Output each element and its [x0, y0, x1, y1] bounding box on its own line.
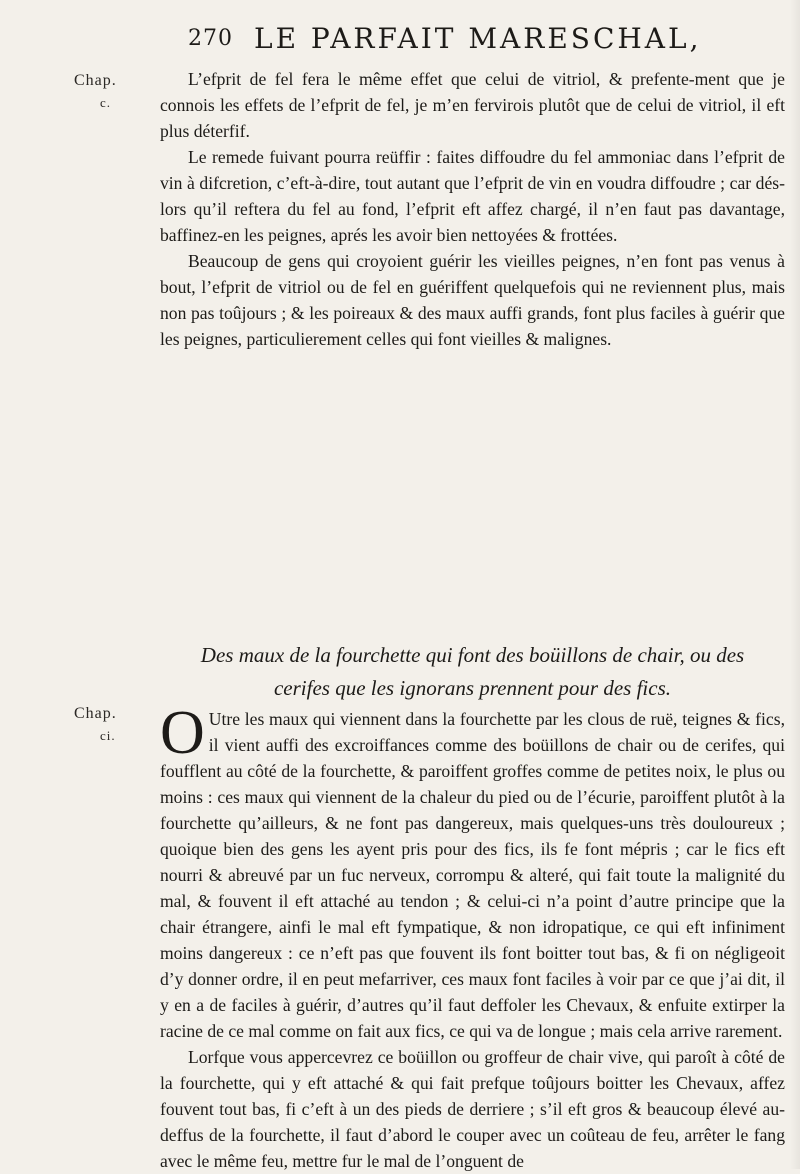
margin-note-chapter-ci	[74, 703, 117, 747]
margin-note-label: Chap.	[74, 72, 117, 89]
margin-note-label: Chap.	[74, 705, 117, 722]
drop-cap: O	[160, 699, 205, 767]
running-head	[188, 22, 748, 62]
section-heading-line: Des maux de la fourchette qui font des boüillons de chair, ou des	[200, 643, 745, 667]
margin-note-chapter-c	[74, 70, 117, 114]
page-number: 270	[188, 26, 233, 51]
section-one-text	[160, 66, 785, 352]
section-heading-line: cerifes que les ignorans prennent pour des fics.	[273, 676, 671, 700]
paragraph: L’efprit de fel fera le même effet que celui de vitriol, & prefente-ment que je connois les effets de l’efprit de fel, je m’en fervirois plutôt que de celui de vitriol, il eft plus déterfif.	[160, 69, 785, 141]
section-heading	[160, 639, 785, 705]
paragraph	[160, 699, 785, 1044]
page-edge-shadow	[790, 0, 800, 1169]
paragraph: Lorfque vous appercevrez ce boüillon ou groffeur de chair vive, qui paroît à côté de la fourchette, qui y eft attaché & qui fait prefque toûjours boitter les Chevaux, affez fouvent tout bas, fi c’eft à un des pieds de derriere ; s’il eft gros & beaucoup élevé au-deffus de la fourchette, il faut d’abord le couper avec un coûteau de feu, arrêter le fang avec le même feu, mettre fur le mal de l’onguent de	[160, 1047, 785, 1171]
running-title: LE PARFAIT MARESCHAL,	[254, 22, 702, 55]
section-two-text	[160, 699, 785, 1174]
margin-note-number: ci.	[100, 728, 116, 743]
paragraph: Le remede fuivant pourra reüffir : faites diffoudre du fel ammoniac dans l’efprit de vin à difcretion, c’eft-à-dire, tout autant que l’efprit de vin en voudra diffoudre ; car dés-lors qu’il reftera du fel au fond, l’efprit eft affez chargé, il n’en faut pas davantage, baffinez-en les peignes, aprés les avoir bien nettoyées & frottées.	[160, 147, 785, 245]
paragraph: Beaucoup de gens qui croyoient guérir les vieilles peignes, n’en font pas venus à bout, l’efprit de vitriol ou de fel en guériffent quelquefois qui ne reviennent plus, mais non pas toûjours ; & les poireaux & des maux auffi grands, font plus faciles à guérir que les peignes, particulierement celles qui font vieilles & malignes.	[160, 251, 785, 349]
margin-note-number: c.	[100, 95, 112, 110]
paragraph-text: Utre les maux qui viennent dans la fourchette par les clous de ruë, teignes & fics, il vient auffi des excroiffances comme des boüillons de chair ou de cerifes, qui foufflent au côté de la fourchette, & paroiffent groffes comme de petites noix, le plus ou moins : ces maux qui viennent de la chaleur du pied ou de l’écurie, paroiffent plutôt à la fourchette qu’ailleurs, & ne font pas dangereux, mais quelques-uns très douloureux ; quoique bien des gens les ayent pris pour des fics, ils fe font mépris ; car le fics eft nourri & abreuvé par un fuc nerveux, corrompu & alteré, qui fait toute la malignité du mal, & fouvent il eft attaché au tendon ; & celui-ci n’a point d’autre principe que la chair étrangere, ainfi le mal eft fympatique, & non idropatique, ce qui eft infiniment moins dangereux : ce n’eft pas que fouvent ils font boitter tout bas, & fi on négligeoit d’y donner ordre, il en peut mefarriver, ces maux font faciles à voir par ce que j’ai dit, il y en a de faciles à guérir, d’autres qu’il faut deffoler les Chevaux, & enfuite extirper la racine de ce mal comme on fait aux fics, ce qui va de longue ; mais cela arrive rarement.	[160, 709, 785, 1041]
